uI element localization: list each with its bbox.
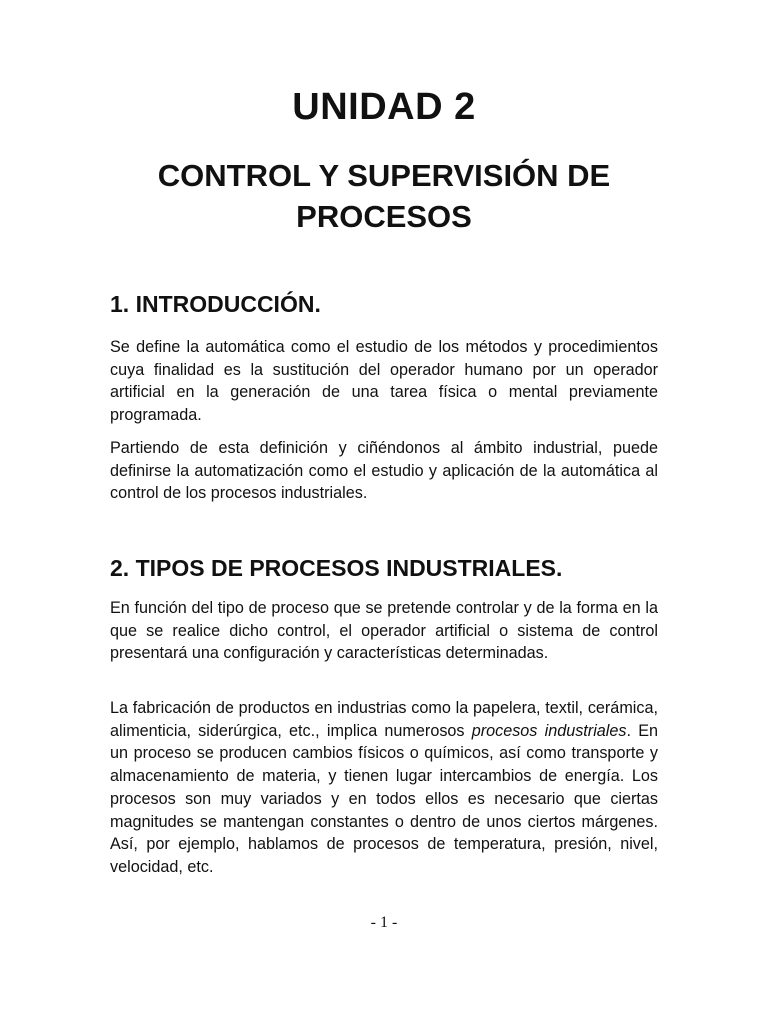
paragraph-text-before: La fabricación de productos en industrias como la papelera, textil, cerámica, alimenticia, siderúrgica, etc., implica numerosos (110, 699, 658, 740)
paragraph-tipo-proceso: En función del tipo de proceso que se pretende controlar y de la forma en la que se realice dicho control, el operador artificial o sistema de control presentará una configuración y características determinadas. (110, 599, 658, 663)
paragraph-definicion-automatizacion: Partiendo de esta definición y ciñéndonos al ámbito industrial, puede definirse la automatización como el estudio y aplicación de la automática al control de los procesos industriales. (110, 439, 658, 503)
paragraph-text-after: . En un proceso se producen cambios físicos o químicos, así como transporte y almacenamiento de materia, y tienen lugar intercambios de energía. Los procesos son muy variados y en todos ellos es necesario que ciertas magnitudes se mantengan constantes o dentro de unos ciertos márgenes. Así, por ejemplo, hablamos de procesos de temperatura, presión, nivel, velocidad, etc. (110, 721, 659, 876)
page-number: - 1 - (370, 914, 398, 931)
paragraph-emphasis: procesos industriales (471, 721, 627, 740)
section-heading-introduccion: 1. INTRODUCCIÓN. (110, 291, 321, 317)
paragraph-procesos-industriales (110, 697, 658, 879)
section-heading-tipos-procesos: 2. TIPOS DE PROCESOS INDUSTRIALES. (110, 555, 563, 581)
paragraph-definicion-automatica: Se define la automática como el estudio de los métodos y procedimientos cuya finalidad es la sustitución del operador humano por un operador artificial en la generación de una tarea física o mental previamente programada. (110, 338, 658, 425)
unit-title: UNIDAD 2 (292, 86, 476, 128)
main-title: CONTROL Y SUPERVISIÓN DE PROCESOS (157, 158, 611, 234)
